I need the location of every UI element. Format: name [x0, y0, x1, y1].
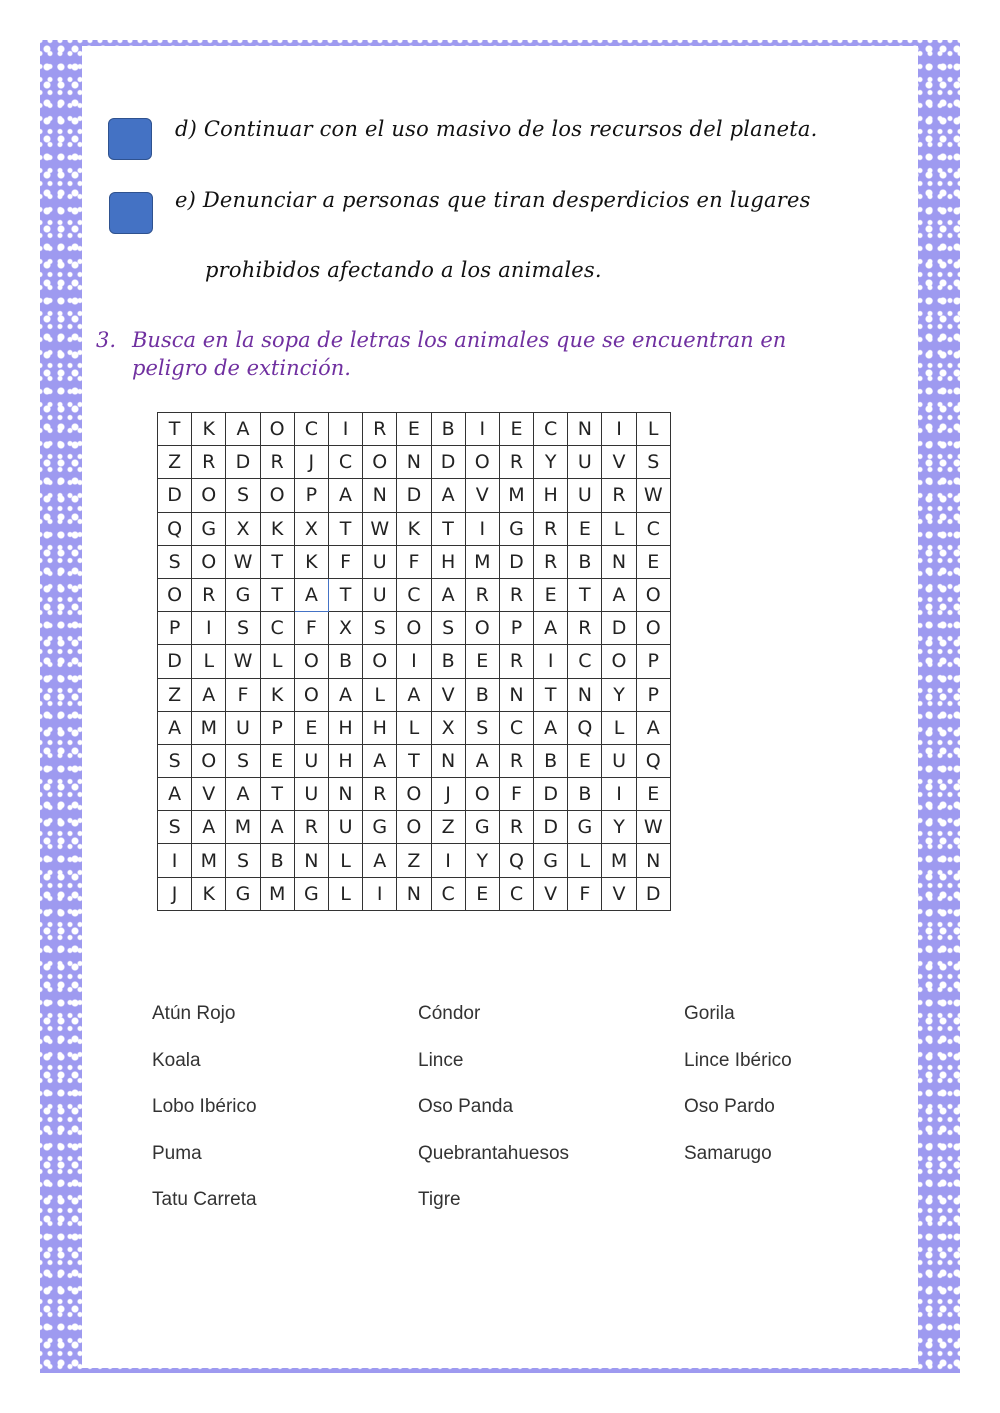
question-3	[96, 326, 856, 382]
grid-cell[interactable]: A	[363, 744, 397, 777]
grid-cell[interactable]: C	[294, 413, 328, 446]
grid-cell[interactable]: A	[158, 711, 192, 744]
grid-cell[interactable]: U	[568, 446, 602, 479]
grid-cell[interactable]: E	[260, 744, 294, 777]
grid-cell[interactable]: C	[534, 413, 568, 446]
grid-row	[158, 877, 671, 910]
word-list-item: Oso Panda	[418, 1096, 514, 1117]
grid-cell[interactable]: E	[568, 744, 602, 777]
option-e-continuation: prohibidos afectando a los animales.	[205, 258, 602, 282]
grid-row	[158, 844, 671, 877]
grid-cell[interactable]: L	[397, 711, 431, 744]
grid-cell[interactable]: L	[192, 645, 226, 678]
grid-cell[interactable]: R	[534, 545, 568, 578]
grid-cell[interactable]: S	[431, 612, 465, 645]
grid-cell[interactable]: Y	[602, 678, 636, 711]
grid-cell[interactable]: E	[465, 645, 499, 678]
grid-cell[interactable]: L	[328, 844, 362, 877]
grid-cell[interactable]: R	[602, 479, 636, 512]
grid-cell[interactable]: K	[260, 678, 294, 711]
grid-cell[interactable]: A	[431, 479, 465, 512]
grid-cell[interactable]: B	[568, 778, 602, 811]
grid-cell[interactable]: X	[294, 512, 328, 545]
option-e-checkbox[interactable]	[109, 192, 153, 234]
grid-cell[interactable]: A	[328, 479, 362, 512]
grid-cell[interactable]: S	[465, 711, 499, 744]
grid-cell[interactable]: R	[499, 645, 533, 678]
grid-cell[interactable]: H	[534, 479, 568, 512]
grid-cell[interactable]: R	[192, 578, 226, 611]
grid-cell[interactable]: O	[192, 744, 226, 777]
grid-cell[interactable]: W	[636, 479, 670, 512]
grid-cell[interactable]: E	[568, 512, 602, 545]
grid-cell[interactable]: U	[602, 744, 636, 777]
grid-cell[interactable]: A	[431, 578, 465, 611]
grid-cell[interactable]: C	[260, 612, 294, 645]
grid-cell[interactable]: Z	[158, 678, 192, 711]
grid-cell[interactable]: S	[226, 744, 260, 777]
grid-cell[interactable]: D	[636, 877, 670, 910]
grid-cell[interactable]: C	[499, 877, 533, 910]
word-list-item: Atún Rojo	[152, 1003, 236, 1024]
grid-cell[interactable]: O	[363, 645, 397, 678]
grid-cell[interactable]: K	[192, 877, 226, 910]
grid-cell[interactable]: M	[226, 811, 260, 844]
grid-cell[interactable]: E	[499, 413, 533, 446]
word-list-item: Tatu Carreta	[152, 1189, 257, 1210]
grid-cell[interactable]: D	[158, 645, 192, 678]
grid-cell[interactable]: H	[363, 711, 397, 744]
grid-cell[interactable]: O	[602, 645, 636, 678]
grid-cell[interactable]: P	[294, 479, 328, 512]
grid-cell[interactable]: S	[226, 479, 260, 512]
grid-cell[interactable]: O	[294, 645, 328, 678]
grid-cell[interactable]: R	[192, 446, 226, 479]
grid-cell[interactable]: G	[226, 877, 260, 910]
grid-cell[interactable]: A	[158, 778, 192, 811]
grid-cell[interactable]: S	[636, 446, 670, 479]
grid-row	[158, 811, 671, 844]
grid-cell[interactable]: H	[328, 711, 362, 744]
grid-cell[interactable]: X	[328, 612, 362, 645]
grid-cell[interactable]: O	[192, 545, 226, 578]
grid-cell[interactable]: W	[226, 545, 260, 578]
grid-cell[interactable]: A	[226, 413, 260, 446]
grid-cell[interactable]: R	[363, 413, 397, 446]
grid-cell[interactable]: A	[226, 778, 260, 811]
grid-row	[158, 545, 671, 578]
question-number: 3.	[96, 328, 117, 352]
grid-cell[interactable]: U	[226, 711, 260, 744]
grid-cell[interactable]: G	[294, 877, 328, 910]
grid-cell[interactable]: G	[465, 811, 499, 844]
grid-cell[interactable]: C	[499, 711, 533, 744]
grid-cell[interactable]: B	[431, 645, 465, 678]
grid-cell[interactable]: T	[328, 578, 362, 611]
grid-cell[interactable]: N	[431, 744, 465, 777]
grid-cell[interactable]: S	[226, 612, 260, 645]
grid-cell[interactable]: O	[465, 446, 499, 479]
grid-cell[interactable]: F	[294, 612, 328, 645]
grid-cell[interactable]: F	[226, 678, 260, 711]
word-list-item: Tigre	[418, 1189, 461, 1210]
grid-row	[158, 744, 671, 777]
grid-cell[interactable]: J	[158, 877, 192, 910]
grid-cell[interactable]: A	[636, 711, 670, 744]
grid-row	[158, 446, 671, 479]
grid-cell[interactable]: T	[397, 744, 431, 777]
grid-cell[interactable]: B	[568, 545, 602, 578]
grid-cell[interactable]: L	[260, 645, 294, 678]
grid-cell[interactable]: F	[568, 877, 602, 910]
grid-cell[interactable]: N	[568, 678, 602, 711]
grid-cell[interactable]: K	[397, 512, 431, 545]
grid-cell[interactable]: L	[328, 877, 362, 910]
grid-cell[interactable]: J	[431, 778, 465, 811]
grid-row	[158, 645, 671, 678]
word-list-item: Cóndor	[418, 1003, 481, 1024]
grid-cell[interactable]: O	[465, 778, 499, 811]
grid-cell[interactable]: D	[499, 545, 533, 578]
grid-cell[interactable]: P	[158, 612, 192, 645]
option-d-text: d) Continuar con el uso masivo de los recursos del planeta.	[175, 117, 818, 141]
grid-cell[interactable]: K	[294, 545, 328, 578]
grid-cell[interactable]: B	[328, 645, 362, 678]
grid-cell[interactable]: X	[431, 711, 465, 744]
grid-row	[158, 678, 671, 711]
grid-cell[interactable]: T	[260, 778, 294, 811]
grid-cell[interactable]: F	[397, 545, 431, 578]
grid-cell[interactable]: P	[636, 645, 670, 678]
grid-cell[interactable]: O	[397, 811, 431, 844]
grid-cell[interactable]: V	[602, 446, 636, 479]
grid-cell[interactable]: C	[568, 645, 602, 678]
word-list-item: Puma	[152, 1142, 202, 1164]
grid-cell[interactable]: T	[431, 512, 465, 545]
grid-cell[interactable]: S	[158, 811, 192, 844]
grid-cell[interactable]: I	[192, 612, 226, 645]
grid-cell[interactable]: C	[431, 877, 465, 910]
word-list-item: Quebrantahuesos	[418, 1142, 570, 1164]
word-list-item: Lince Ibérico	[684, 1049, 792, 1071]
grid-cell[interactable]: N	[636, 844, 670, 877]
grid-cell[interactable]: S	[158, 545, 192, 578]
grid-cell[interactable]: N	[294, 844, 328, 877]
grid-cell[interactable]: D	[534, 811, 568, 844]
grid-cell[interactable]: W	[226, 645, 260, 678]
grid-cell[interactable]: C	[397, 578, 431, 611]
grid-cell[interactable]: I	[602, 778, 636, 811]
grid-cell[interactable]: M	[260, 877, 294, 910]
grid-cell[interactable]: V	[534, 877, 568, 910]
grid-cell[interactable]: T	[260, 545, 294, 578]
grid-cell[interactable]: H	[328, 744, 362, 777]
grid-cell[interactable]: Q	[158, 512, 192, 545]
grid-cell[interactable]: Q	[636, 744, 670, 777]
grid-cell[interactable]: R	[499, 446, 533, 479]
grid-cell[interactable]: I	[328, 413, 362, 446]
grid-cell[interactable]: T	[534, 678, 568, 711]
grid-row	[158, 711, 671, 744]
grid-cell[interactable]: N	[499, 678, 533, 711]
grid-cell[interactable]: T	[568, 578, 602, 611]
grid-row	[158, 512, 671, 545]
grid-cell[interactable]: U	[294, 744, 328, 777]
grid-cell[interactable]: U	[363, 578, 397, 611]
grid-cell[interactable]: L	[568, 844, 602, 877]
grid-cell[interactable]: O	[294, 678, 328, 711]
word-list-item: Oso Pardo	[684, 1096, 775, 1117]
grid-cell[interactable]: A	[363, 844, 397, 877]
grid-cell[interactable]: O	[397, 612, 431, 645]
grid-cell[interactable]: H	[431, 545, 465, 578]
grid-cell[interactable]: R	[499, 744, 533, 777]
grid-cell[interactable]: G	[499, 512, 533, 545]
grid-cell[interactable]: N	[568, 413, 602, 446]
grid-cell[interactable]: R	[499, 578, 533, 611]
grid-cell[interactable]: O	[260, 479, 294, 512]
grid-cell[interactable]: N	[397, 446, 431, 479]
grid-cell[interactable]: N	[363, 479, 397, 512]
grid-cell[interactable]: O	[636, 578, 670, 611]
option-d-checkbox[interactable]	[108, 118, 152, 160]
grid-cell[interactable]: D	[226, 446, 260, 479]
grid-cell[interactable]: M	[192, 844, 226, 877]
grid-cell[interactable]: U	[328, 811, 362, 844]
grid-cell[interactable]: Z	[158, 446, 192, 479]
grid-cell[interactable]: Z	[431, 811, 465, 844]
grid-cell[interactable]: C	[328, 446, 362, 479]
grid-cell[interactable]: E	[636, 778, 670, 811]
grid-cell[interactable]: Z	[397, 844, 431, 877]
grid-cell[interactable]: R	[363, 778, 397, 811]
grid-cell[interactable]: K	[192, 413, 226, 446]
grid-cell[interactable]: W	[363, 512, 397, 545]
grid-cell[interactable]: O	[636, 612, 670, 645]
grid-cell[interactable]: A	[534, 612, 568, 645]
grid-cell[interactable]: L	[363, 678, 397, 711]
grid-row	[158, 413, 671, 446]
grid-cell[interactable]: D	[397, 479, 431, 512]
word-search-grid	[157, 412, 671, 911]
word-list-item: Koala	[152, 1049, 201, 1071]
grid-cell[interactable]: N	[602, 545, 636, 578]
grid-cell[interactable]: U	[294, 778, 328, 811]
grid-row	[158, 612, 671, 645]
grid-cell[interactable]: R	[294, 811, 328, 844]
grid-cell[interactable]: Y	[465, 844, 499, 877]
grid-cell[interactable]: U	[568, 479, 602, 512]
grid-cell[interactable]: D	[431, 446, 465, 479]
grid-cell[interactable]: N	[397, 877, 431, 910]
grid-cell[interactable]: W	[636, 811, 670, 844]
grid-cell[interactable]: R	[465, 578, 499, 611]
word-list-item: Lobo Ibérico	[152, 1096, 257, 1117]
grid-cell[interactable]: O	[192, 479, 226, 512]
grid-cell[interactable]: A	[260, 811, 294, 844]
grid-cell[interactable]: J	[294, 446, 328, 479]
grid-cell[interactable]: N	[328, 778, 362, 811]
grid-cell[interactable]: R	[260, 446, 294, 479]
grid-cell[interactable]: T	[328, 512, 362, 545]
grid-cell[interactable]: S	[226, 844, 260, 877]
grid-cell[interactable]: A	[602, 578, 636, 611]
grid-cell[interactable]: S	[158, 744, 192, 777]
grid-cell[interactable]: F	[499, 778, 533, 811]
option-e-text: e) Denunciar a personas que tiran desperdicios en lugares	[175, 188, 811, 212]
grid-cell[interactable]: I	[465, 512, 499, 545]
grid-cell[interactable]: A	[328, 678, 362, 711]
grid-cell[interactable]: M	[499, 479, 533, 512]
grid-cell[interactable]: U	[363, 545, 397, 578]
grid-cell[interactable]: G	[192, 512, 226, 545]
grid-cell[interactable]: B	[534, 744, 568, 777]
grid-cell[interactable]: S	[363, 612, 397, 645]
grid-cell[interactable]: I	[431, 844, 465, 877]
grid-cell[interactable]: I	[397, 645, 431, 678]
word-list-item: Lince	[418, 1049, 464, 1071]
grid-cell[interactable]: A	[534, 711, 568, 744]
grid-cell[interactable]: V	[602, 877, 636, 910]
grid-cell[interactable]: E	[294, 711, 328, 744]
grid-cell[interactable]: X	[226, 512, 260, 545]
grid-cell[interactable]: A	[465, 744, 499, 777]
grid-cell[interactable]: L	[636, 413, 670, 446]
grid-cell[interactable]: B	[260, 844, 294, 877]
grid-cell[interactable]: A	[192, 811, 226, 844]
grid-cell[interactable]: O	[158, 578, 192, 611]
grid-cell[interactable]: D	[534, 778, 568, 811]
grid-cell[interactable]: D	[602, 612, 636, 645]
grid-cell[interactable]: D	[158, 479, 192, 512]
grid-cell[interactable]: R	[499, 811, 533, 844]
grid-cell[interactable]: E	[636, 545, 670, 578]
grid-cell[interactable]: G	[568, 811, 602, 844]
grid-cell[interactable]: P	[636, 678, 670, 711]
grid-cell[interactable]: I	[602, 413, 636, 446]
grid-cell[interactable]: M	[192, 711, 226, 744]
grid-cell[interactable]: F	[328, 545, 362, 578]
grid-cell[interactable]: L	[602, 711, 636, 744]
grid-cell[interactable]: O	[465, 612, 499, 645]
grid-cell[interactable]: K	[260, 512, 294, 545]
grid-cell[interactable]: T	[260, 578, 294, 611]
grid-cell[interactable]: G	[363, 811, 397, 844]
grid-cell[interactable]: M	[602, 844, 636, 877]
grid-cell[interactable]: C	[636, 512, 670, 545]
grid-cell[interactable]: I	[534, 645, 568, 678]
grid-cell[interactable]: O	[260, 413, 294, 446]
grid-cell[interactable]: O	[363, 446, 397, 479]
grid-cell[interactable]: A	[294, 578, 328, 611]
grid-cell[interactable]: L	[602, 512, 636, 545]
grid-cell[interactable]: I	[158, 844, 192, 877]
question-text: Busca en la sopa de letras los animales que se encuentran en peligro de extinción.	[132, 328, 787, 380]
grid-cell[interactable]: I	[363, 877, 397, 910]
grid-cell[interactable]: V	[465, 479, 499, 512]
grid-cell[interactable]: Q	[568, 711, 602, 744]
grid-cell[interactable]: O	[397, 778, 431, 811]
grid-cell[interactable]: B	[431, 413, 465, 446]
grid-cell[interactable]: M	[465, 545, 499, 578]
grid-cell[interactable]: I	[465, 413, 499, 446]
word-list-item: Gorila	[684, 1003, 735, 1024]
grid-cell[interactable]: P	[260, 711, 294, 744]
grid-row	[158, 778, 671, 811]
grid-row	[158, 479, 671, 512]
grid-cell[interactable]: E	[397, 413, 431, 446]
grid-cell[interactable]: T	[158, 413, 192, 446]
grid-cell[interactable]: A	[397, 678, 431, 711]
grid-cell[interactable]: P	[499, 612, 533, 645]
grid-cell[interactable]: R	[534, 512, 568, 545]
grid-cell[interactable]: Y	[602, 811, 636, 844]
grid-cell[interactable]: B	[465, 678, 499, 711]
grid-cell[interactable]: A	[192, 678, 226, 711]
word-list-item: Samarugo	[684, 1142, 772, 1164]
grid-cell[interactable]: Q	[499, 844, 533, 877]
grid-cell[interactable]: G	[534, 844, 568, 877]
grid-cell[interactable]: E	[465, 877, 499, 910]
grid-cell[interactable]: R	[568, 612, 602, 645]
grid-cell[interactable]: G	[226, 578, 260, 611]
grid-cell[interactable]: Y	[534, 446, 568, 479]
grid-cell[interactable]: E	[534, 578, 568, 611]
grid-cell[interactable]: V	[431, 678, 465, 711]
grid-cell[interactable]: V	[192, 778, 226, 811]
grid-row	[158, 578, 671, 611]
